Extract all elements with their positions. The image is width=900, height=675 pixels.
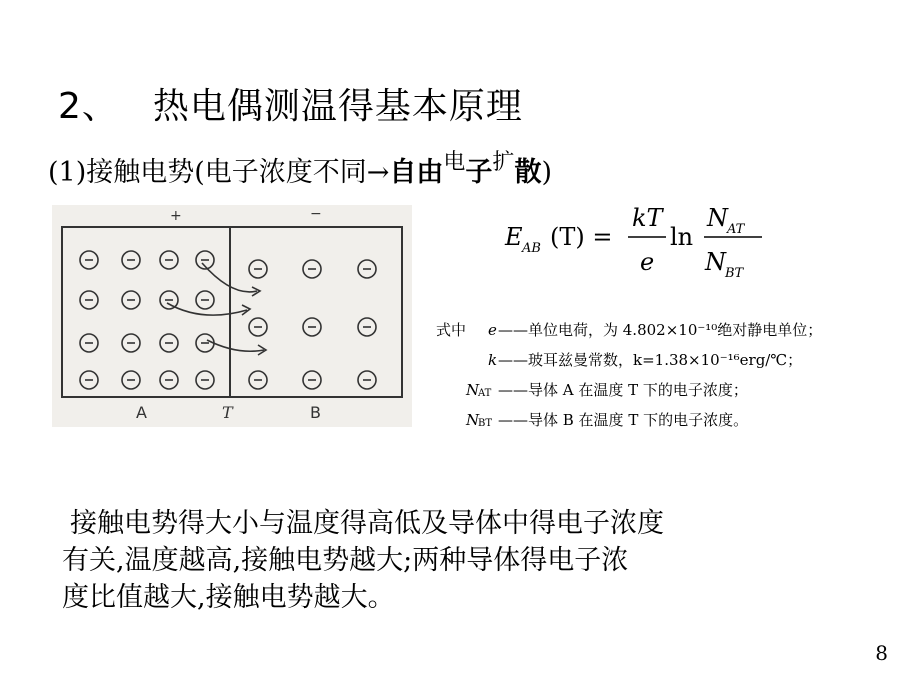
formula-ln: ln (670, 223, 694, 251)
top-minus-label: − (310, 206, 322, 222)
legend-nbt-symbol: N (466, 411, 480, 429)
legend-k-symbol: k (488, 351, 498, 369)
formula-num: kT (632, 204, 663, 232)
formula-frac-num-sub: AT (727, 222, 745, 237)
formula-lhs-sub: AB (522, 241, 541, 256)
contact-emf-formula (500, 200, 780, 285)
legend-nat-symbol: N (466, 381, 480, 399)
legend-nbt-sub: BT (478, 418, 493, 429)
contact-potential-diagram (52, 205, 412, 427)
subtitle-sup-a: 电 (443, 150, 466, 175)
legend-e-symbol: e (488, 321, 497, 339)
legend-e-desc: ——单位电荷，为 4.802×10⁻¹⁰绝对静电单位； (498, 321, 823, 339)
paragraph-line-3: 度比值越大,接触电势越大。 (62, 582, 395, 613)
legend-intro: 式中 (436, 321, 467, 339)
title-number: 2、 (58, 86, 119, 127)
formula-den: e (640, 248, 655, 276)
subtitle-bold-c: 散 (514, 157, 542, 188)
subtitle-bold-a: 自由 (389, 157, 444, 188)
legend-k-desc: ——玻耳兹曼常数，k=1.38×10⁻¹⁶erg/℃； (498, 351, 803, 369)
paragraph-line-2: 有关,温度越高,接触电势越大;两种导体得电子浓 (62, 545, 629, 576)
subtitle-suffix: ) (541, 157, 552, 188)
subtitle (48, 150, 552, 189)
legend-nbt-desc: ——导体 B 在温度 T 下的电子浓度。 (498, 411, 749, 429)
paragraph-line-1: 接触电势得大小与温度得高低及导体中得电子浓度 (70, 508, 664, 539)
subtitle-prefix: (1)接触电势(电子浓度不同→ (48, 157, 390, 188)
formula-lhs-arg: (T) = (550, 223, 613, 251)
formula-frac-den-sub: BT (725, 266, 744, 281)
label-a: A (136, 403, 147, 422)
subtitle-sup-b: 扩 (492, 150, 515, 175)
subtitle-bold-b: 子 (465, 157, 493, 188)
label-b: B (310, 403, 321, 422)
legend-nat-sub: AT (478, 388, 492, 399)
label-t: T (222, 403, 233, 422)
title-text: 热电偶测温得基本原理 (152, 86, 523, 127)
top-plus-label: + (170, 208, 182, 224)
slide-title (58, 78, 523, 129)
formula-lhs: E (505, 223, 523, 251)
legend-nat-desc: ——导体 A 在温度 T 下的电子浓度； (498, 381, 748, 399)
formula-frac-num: N (707, 204, 728, 232)
formula-frac-den: N (705, 248, 726, 276)
page-number: 8 (875, 641, 888, 665)
explanation-paragraph (62, 505, 664, 616)
